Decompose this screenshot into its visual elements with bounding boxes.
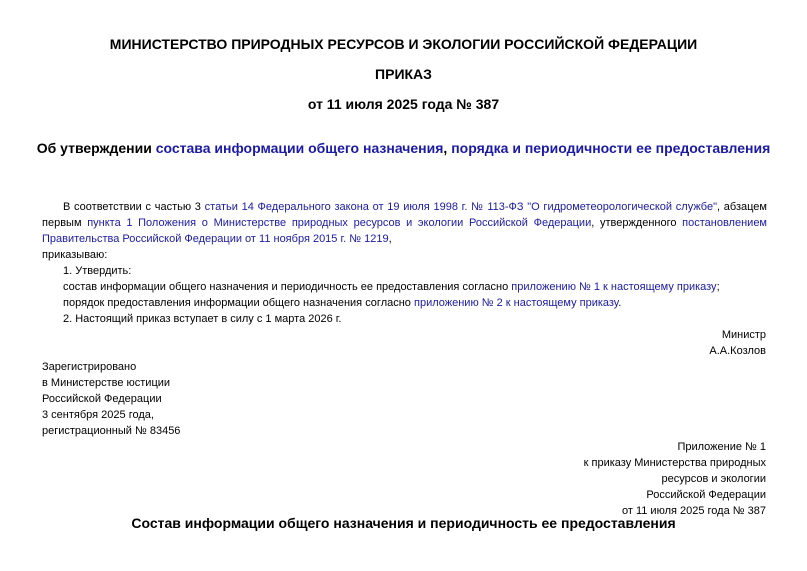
title-link-procedure[interactable]: порядка и периодичности ее предоставления [451,140,771,156]
body-line-3 [42,232,392,246]
body-text: ; [716,281,720,293]
ministry-heading: МИНИСТЕРСТВО ПРИРОДНЫХ РЕСУРСОВ И ЭКОЛОГИИ РОССИЙСКОЙ ФЕДЕРАЦИИ [109,36,698,52]
signature-position: Министр [721,329,766,341]
registration-line: 3 сентября 2025 года, [42,409,154,421]
doc-title [0,140,807,156]
law-link[interactable]: статьи 14 Федерального закона от 19 июля 1998 г. № 113-ФЗ "О гидрометеорологической службе" [204,201,718,213]
body-line-4: приказываю: [42,249,108,261]
doc-type-heading: ПРИКАЗ [375,66,432,82]
body-text: . [618,297,622,309]
appendix-line: ресурсов и экологии [661,473,766,485]
body-line-8: 2. Настоящий приказ вступает в силу с 1 марта 2026 г. [63,313,342,325]
body-line-6 [63,280,720,294]
appendix-2-link[interactable]: приложению № 2 к настоящему приказу [414,297,619,309]
body-text: состав информации общего назначения и периодичность ее предоставления согласно [63,281,512,293]
appendix-line: Российской Федерации [646,489,766,501]
regulation-link[interactable]: пункта 1 Положения о Министерстве природных ресурсов и экологии Российской Федерации [87,217,592,229]
doc-date-number: от 11 июля 2025 года № 387 [307,96,500,112]
body-line-1 [63,200,767,214]
body-line-2 [42,216,767,230]
body-text: , утвержденного [591,217,683,229]
title-separator: , [443,140,452,156]
registration-line: в Министерстве юстиции [42,377,171,389]
body-text: В соответствии с частью 3 [63,201,205,213]
title-link-composition[interactable]: состава информации общего назначения [155,140,444,156]
signature-name: А.А.Козлов [709,345,766,357]
body-text: , абзацем [717,201,767,213]
government-resolution-link[interactable]: Правительства Российской Федерации от 11 ноября 2015 г. № 1219 [42,233,389,245]
body-text: , [388,233,392,245]
body-line-5: 1. Утвердить: [63,265,132,277]
title-prefix: Об утверждении [36,140,156,156]
appendix-1-link[interactable]: приложению № 1 к настоящему приказу [511,281,717,293]
appendix-title: Состав информации общего назначения и периодичность ее предоставления [131,515,676,531]
appendix-line: к приказу Министерства природных [583,457,766,469]
registration-line: Зарегистрировано [42,361,137,373]
registration-line: регистрационный № 83456 [42,425,181,437]
appendix-line: от 11 июля 2025 года № 387 [621,505,766,517]
appendix-line: Приложение № 1 [677,441,766,453]
resolution-link[interactable]: постановлением [682,217,767,229]
body-text: первым [42,217,88,229]
registration-line: Российской Федерации [42,393,162,405]
body-line-7 [63,296,621,310]
body-text: порядок предоставления информации общего назначения согласно [63,297,414,309]
